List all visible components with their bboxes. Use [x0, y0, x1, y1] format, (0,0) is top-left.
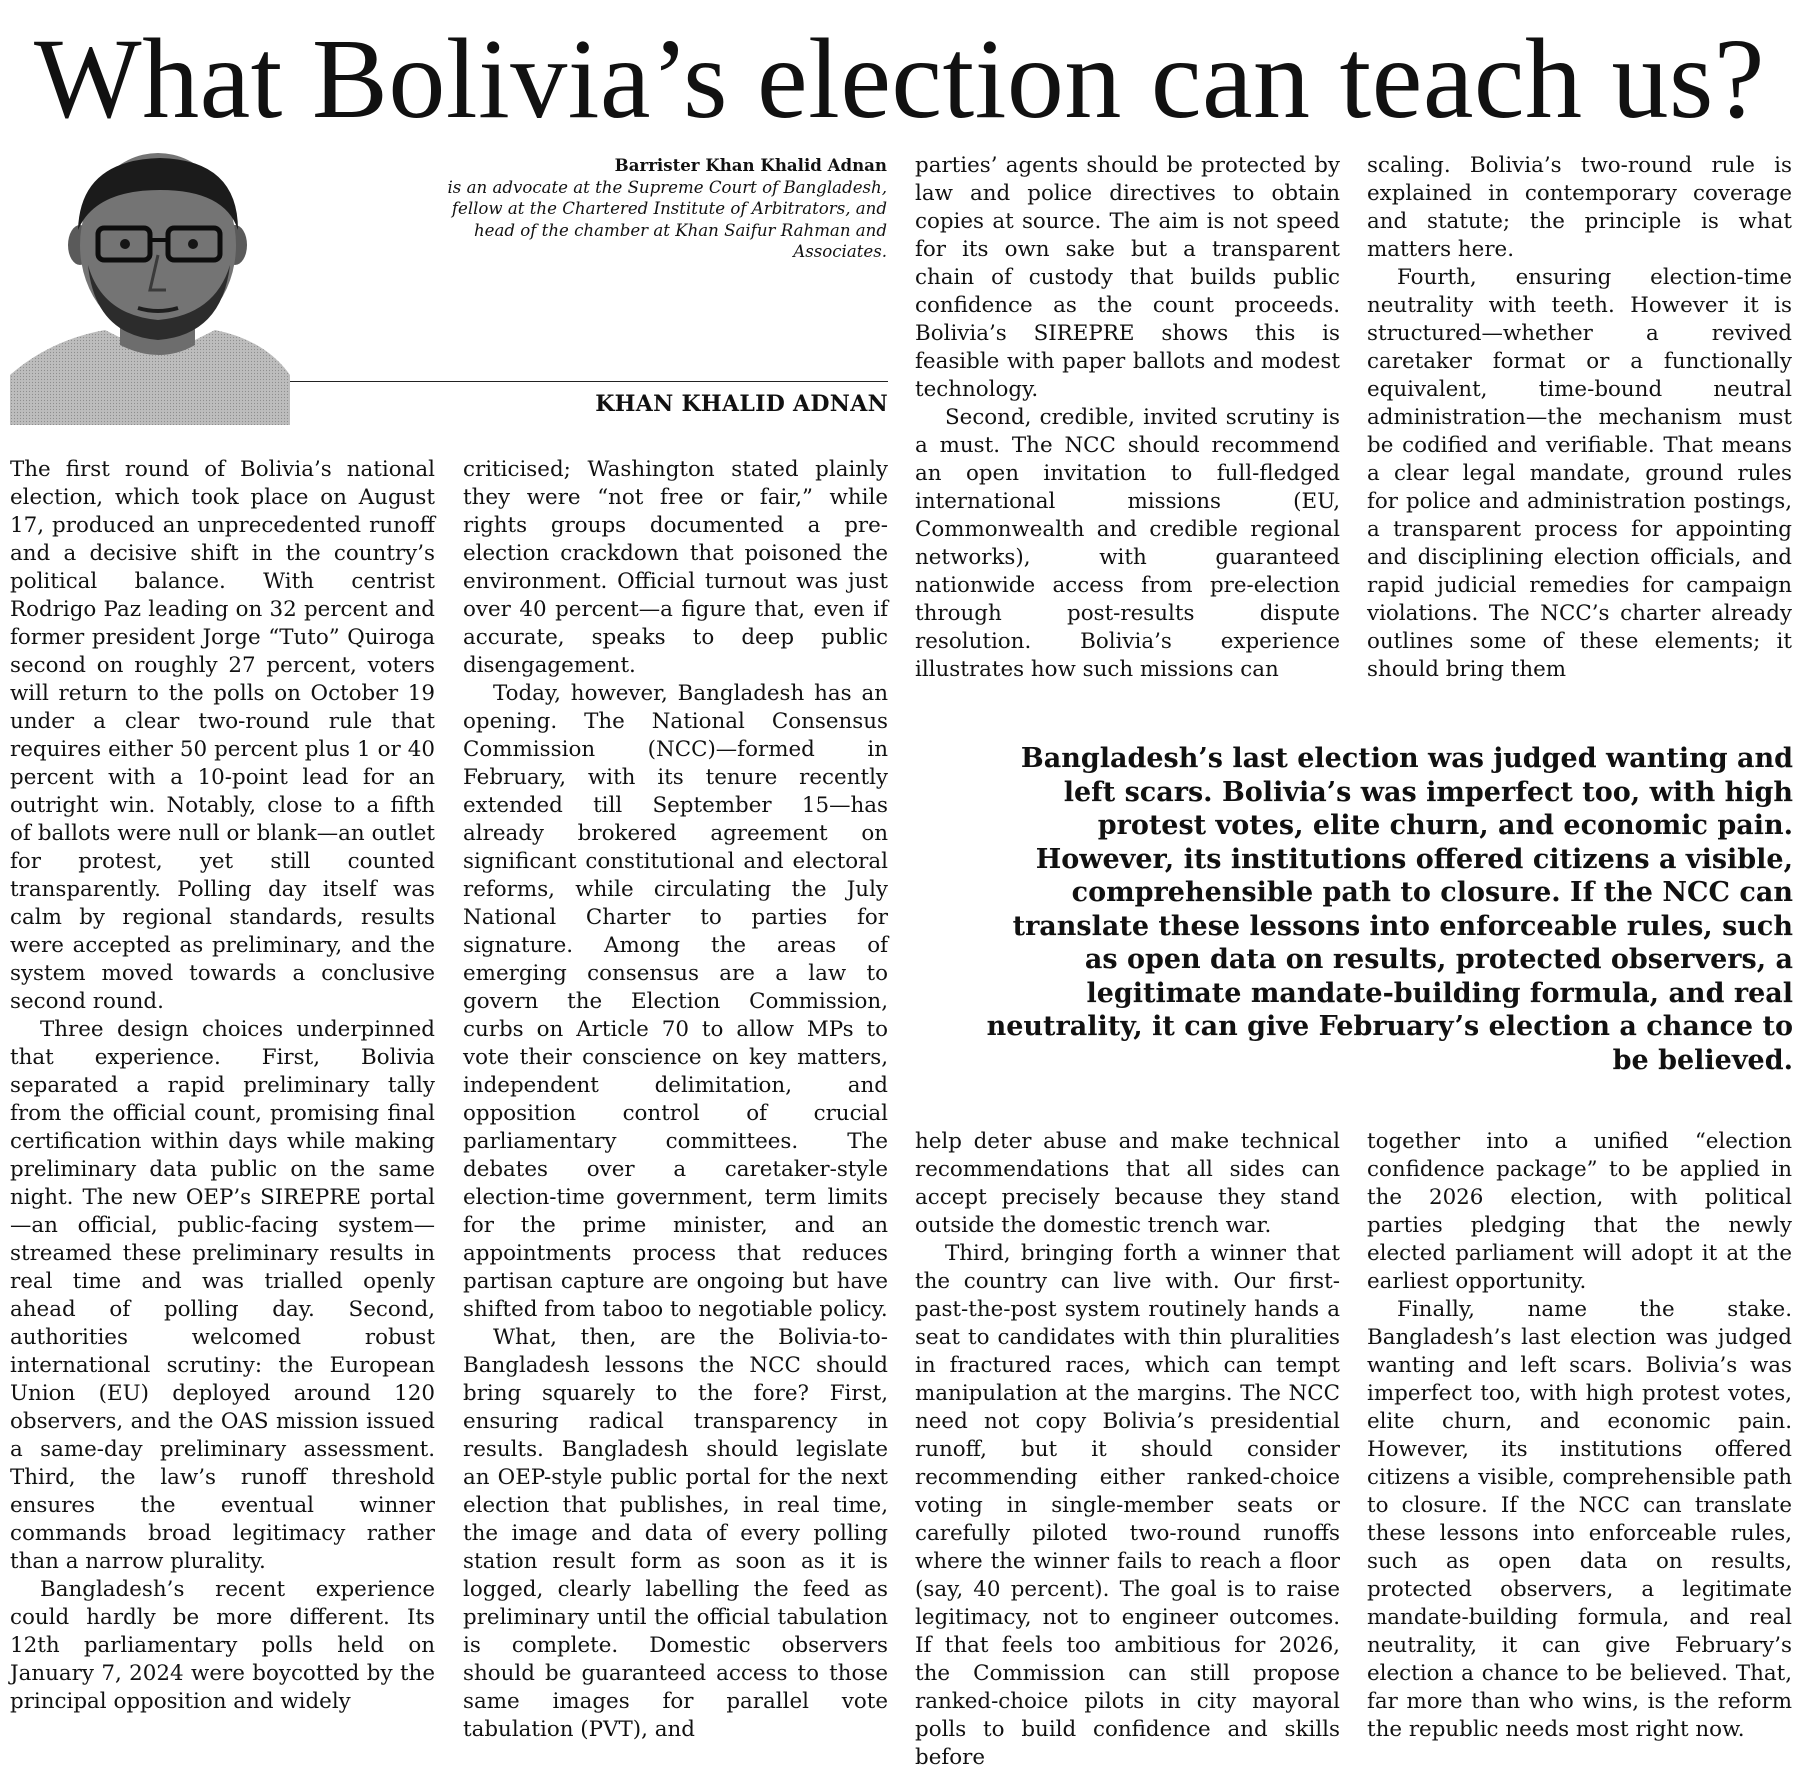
byline-rule — [290, 381, 888, 382]
paragraph: Three design choices underpinned that experience. First, Bolivia separated a rapid preliminary tally from the official count, promising final certification within days while making preliminary data public on the same night. The new OEP’s SIREPRE portal—an official, public-facing system—streamed these preliminary results in real time and was trialled openly ahead of polling day. Second, authorities welcomed robust international scrutiny: the European Union (EU) deployed around 120 observers, and the OAS mission issued a same-day preliminary assessment. Third, the law’s runoff threshold ensures the eventual winner commands broad legitimacy rather than a narrow plurality. — [10, 1017, 435, 1574]
headline: What Bolivia’s election can teach us? — [33, 15, 1765, 142]
pull-quote: Bangladesh’s last election was judged wanting and left scars. Bolivia’s was imperfect too, with high protest votes, elite churn, and economic pain. However, its institutions offered citizens a visible, comprehensible path to closure. If the NCC can translate these lessons into enforceable rules, such as open data on results, protected observers, a legitimate mandate-building formula, and real neutrality, it can give February’s election a chance to be believed. — [986, 743, 1793, 1076]
column-3-bottom — [915, 1128, 1340, 1772]
column-3-top — [915, 152, 1340, 684]
paragraph: Bangladesh’s recent experience could hardly be more different. Its 12th parliamentary polls held on January 7, 2024 were boycotted by the principal opposition and widely — [10, 1577, 435, 1714]
paragraph: parties’ agents should be protected by law and police directives to obtain copies at source. The aim is not speed for its own sake but a transparent chain of custody that builds public confidence as the count proceeds. Bolivia’s SIREPRE shows this is feasible with paper ballots and modest technology. — [915, 153, 1340, 402]
author-bio — [440, 155, 887, 263]
paragraph: Second, credible, invited scrutiny is a must. The NCC should recommend an open invitation to full-fledged international missions (EU, Commonwealth and credible regional networks), with guaranteed nationwide access from pre-election through post-results dispute resolution. Bolivia’s experience illustrates how such missions can — [915, 405, 1340, 682]
author-photo — [10, 150, 290, 425]
paragraph: together into a unified “election confidence package” to be applied in the 2026 election, with political parties pledging that the newly elected parliament will adopt it at the earliest opportunity. — [1367, 1129, 1792, 1294]
paragraph: Today, however, Bangladesh has an opening. The National Consensus Commission (NCC)—formed in February, with its tenure recently extended till September 15—has already brokered agreement on significant constitutional and electoral reforms, while circulating the July National Charter to parties for signature. Among the areas of emerging consensus are a law to govern the Election Commission, curbs on Article 70 to allow MPs to vote their conscience on key matters, independent delimitation, and opposition control of crucial parliamentary committees. The debates over a caretaker-style election-time government, term limits for the prime minister, and an appointments process that reduces partisan capture are ongoing but have shifted from taboo to negotiable policy. — [463, 681, 888, 1322]
column-4-top — [1367, 152, 1792, 684]
paragraph: Fourth, ensuring election-time neutrality with teeth. However it is structured—whether a revived caretaker format or a functionally equivalent, time-bound neutral administration—the mechanism must be codified and verifiable. That means a clear legal mandate, ground rules for police and administration postings, a transparent process for appointing and disciplining election officials, and rapid judicial remedies for campaign violations. The NCC’s charter already outlines some of these elements; it should bring them — [1367, 265, 1792, 682]
paragraph: scaling. Bolivia’s two-round rule is explained in contemporary coverage and statute; the principle is what matters here. — [1367, 153, 1792, 262]
paragraph: criticised; Washington stated plainly they were “not free or fair,” while rights groups documented a pre-election crackdown that poisoned the environment. Official turnout was just over 40 percent—a figure that, even if accurate, speaks to deep public disengagement. — [463, 457, 888, 678]
author-bio-name: Barrister Khan Khalid Adnan — [614, 155, 887, 175]
column-4-bottom — [1367, 1128, 1792, 1744]
paragraph: help deter abuse and make technical recommendations that all sides can accept precisely because they stand outside the domestic trench war. — [915, 1129, 1340, 1238]
byline: KHAN KHALID ADNAN — [595, 391, 888, 417]
paragraph: Finally, name the stake. Bangladesh’s last election was judged wanting and left scars. Bolivia’s was imperfect too, with high protest votes, elite churn, and economic pain. However, its institutions offered citizens a visible, comprehensible path to closure. If the NCC can translate these lessons into enforceable rules, such as open data on results, protected observers, a legitimate mandate-building formula, and real neutrality, it can give February’s election a chance to be believed. That, far more than who wins, is the reform the republic needs most right now. — [1367, 1297, 1792, 1742]
paragraph: What, then, are the Bolivia-to-Bangladesh lessons the NCC should bring squarely to the fore? First, ensuring radical transparency in results. Bangladesh should legislate an OEP-style public portal for the next election that publishes, in real time, the image and data of every polling station result form as soon as it is logged, clearly labelling the feed as preliminary until the official tabulation is complete. Domestic observers should be guaranteed access to those same images for parallel vote tabulation (PVT), and — [463, 1325, 888, 1742]
column-2 — [463, 456, 888, 1744]
paragraph: The first round of Bolivia’s national election, which took place on August 17, produced an unprecedented runoff and a decisive shift in the country’s political balance. With centrist Rodrigo Paz leading on 32 percent and former president Jorge “Tuto” Quiroga second on roughly 27 percent, voters will return to the polls on October 19 under a clear two-round rule that requires either 50 percent plus 1 or 40 percent with a 10-point lead for an outright win. Notably, close to a fifth of ballots were null or blank—an outlet for protest, yet still counted transparently. Polling day itself was calm by regional standards, results were accepted as preliminary, and the system moved towards a conclusive second round. — [10, 457, 435, 1014]
author-bio-text: is an advocate at the Supreme Court of Bangladesh, fellow at the Chartered Institute of Arbitrators, and head of the chamber at Khan Saifur Rahman and Associates. — [447, 177, 887, 261]
column-1 — [10, 456, 435, 1716]
paragraph: Third, bringing forth a winner that the country can live with. Our first-past-the-post system routinely hands a seat to candidates with thin pluralities in fractured races, which can tempt manipulation at the margins. The NCC need not copy Bolivia’s presidential runoff, but it should consider recommending either ranked-choice voting in single-member seats or carefully piloted two-round runoffs where the winner fails to reach a floor (say, 40 percent). The goal is to raise legitimacy, not to engineer outcomes. If that feels too ambitious for 2026, the Commission can still propose ranked-choice pilots in city mayoral polls to build confidence and skills before — [915, 1241, 1340, 1770]
